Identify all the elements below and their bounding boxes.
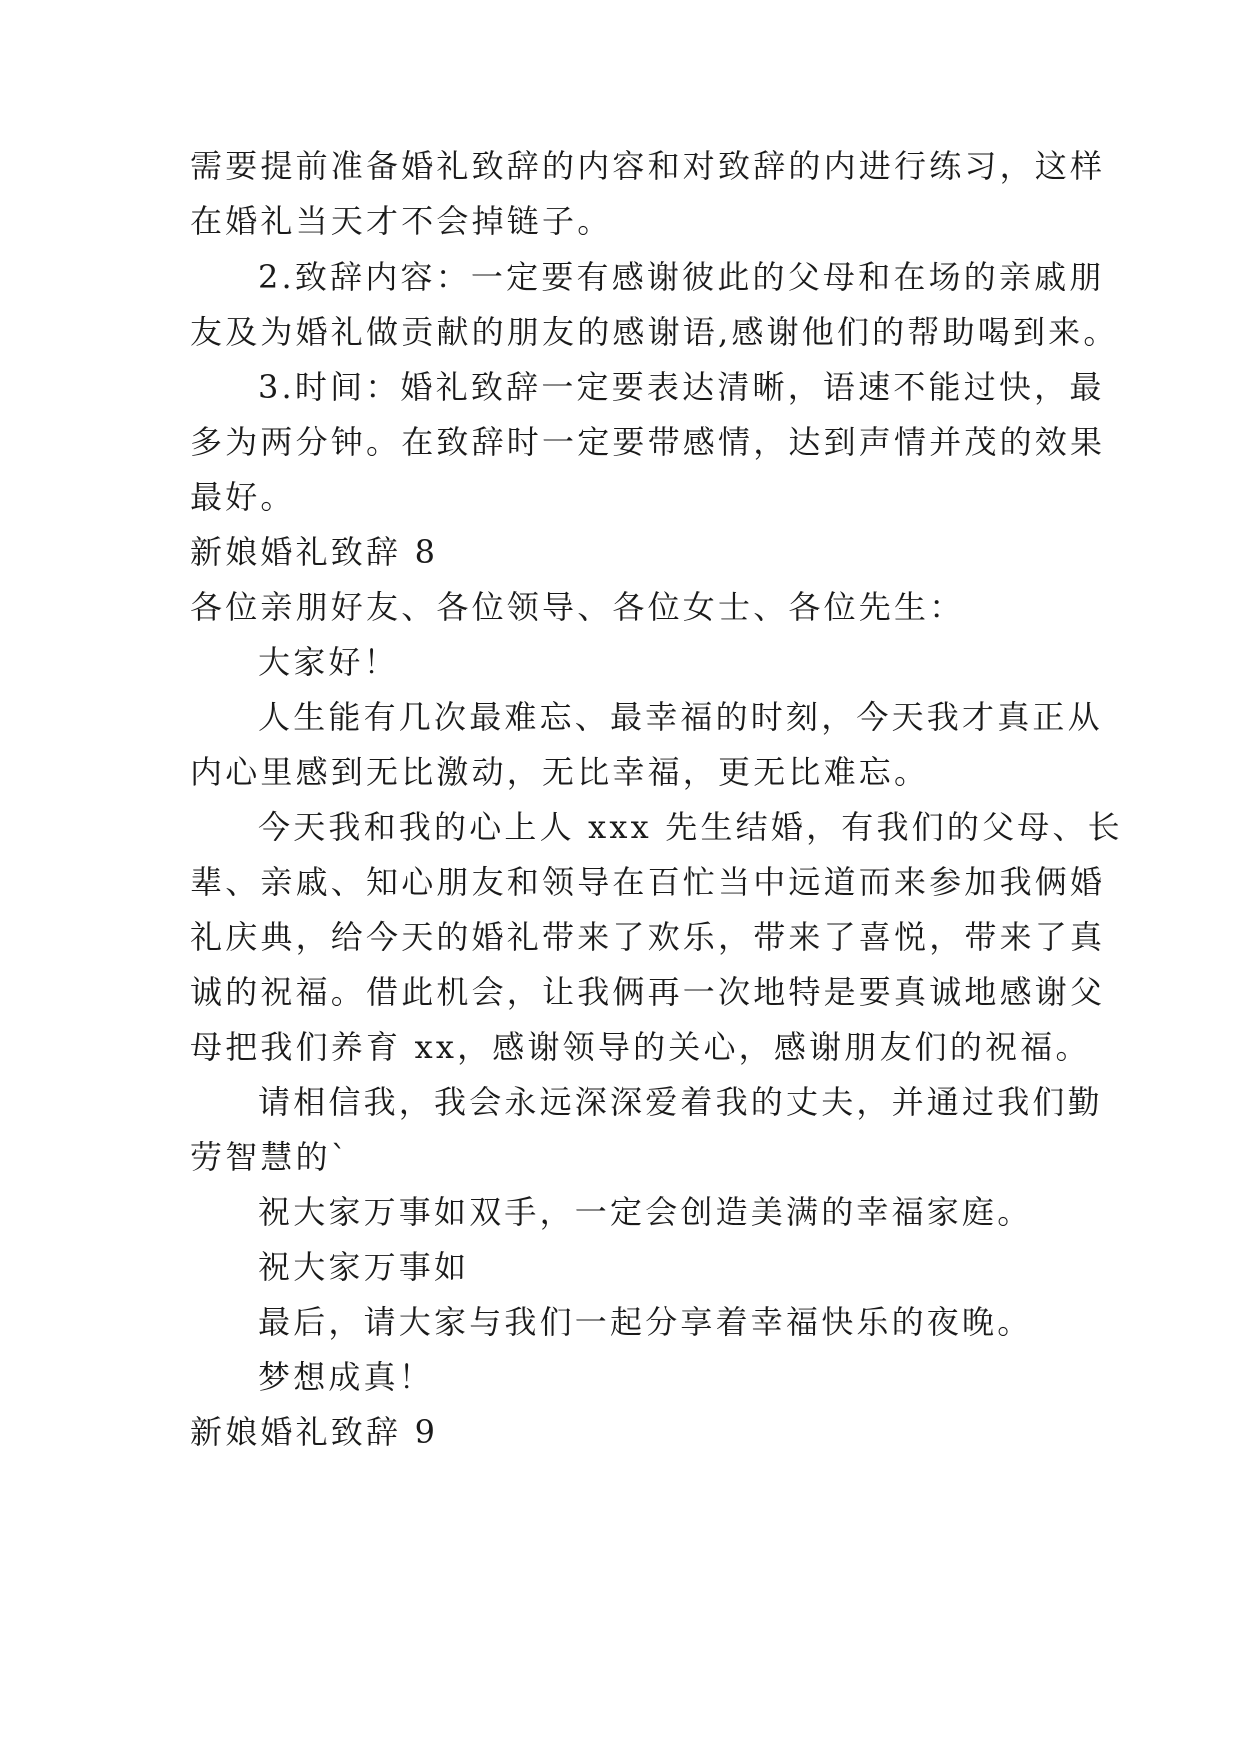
- text-line: 内心里感到无比激动，无比幸福，更无比难忘。: [190, 753, 930, 791]
- text-line: 在婚礼当天才不会掉链子。: [190, 202, 613, 240]
- section-heading: 新娘婚礼致辞 8: [190, 533, 439, 571]
- text-line: 人生能有几次最难忘、最幸福的时刻，今天我才真正从: [258, 698, 1103, 736]
- text-line: 诚的祝福。借此机会，让我俩再一次地特是要真诚地感谢父: [190, 973, 1106, 1011]
- text-line: 最后，请大家与我们一起分享着幸福快乐的夜晚。: [258, 1303, 1033, 1341]
- text-line: 友及为婚礼做贡献的朋友的感谢语,感谢他们的帮助喝到来。: [190, 313, 1119, 351]
- text-line: 辈、亲戚、知心朋友和领导在百忙当中远道而来参加我俩婚: [190, 863, 1106, 901]
- greeting: 大家好！: [258, 643, 399, 681]
- section-heading: 新娘婚礼致辞 9: [190, 1413, 439, 1451]
- text-line: 礼庆典，给今天的婚礼带来了欢乐，带来了喜悦，带来了真: [190, 918, 1106, 956]
- text-line: 需要提前准备婚礼致辞的内容和对致辞的内进行练习，这样: [190, 147, 1106, 185]
- text-line: 多为两分钟。在致辞时一定要带感情，达到声情并茂的效果: [190, 423, 1106, 461]
- text-line: 祝大家万事如双手，一定会创造美满的幸福家庭。: [258, 1193, 1033, 1231]
- text-line: 梦想成真！: [258, 1358, 435, 1396]
- text-line: 最好。: [190, 478, 296, 516]
- text-line: 2.致辞内容：一定要有感谢彼此的父母和在场的亲戚朋: [258, 258, 1105, 296]
- text-line: 祝大家万事如: [258, 1248, 470, 1286]
- salutation: 各位亲朋好友、各位领导、各位女士、各位先生：: [190, 588, 965, 626]
- text-line: 3.时间：婚礼致辞一定要表达清晰，语速不能过快，最: [258, 368, 1105, 406]
- text-line: 劳智慧的`: [190, 1138, 351, 1176]
- text-line: 今天我和我的心上人 xxx 先生结婚，有我们的父母、长: [258, 808, 1123, 846]
- text-line: 请相信我，我会永远深深爱着我的丈夫，并通过我们勤: [258, 1083, 1103, 1121]
- text-line: 母把我们养育 xx，感谢领导的关心，感谢朋友们的祝福。: [190, 1028, 1091, 1066]
